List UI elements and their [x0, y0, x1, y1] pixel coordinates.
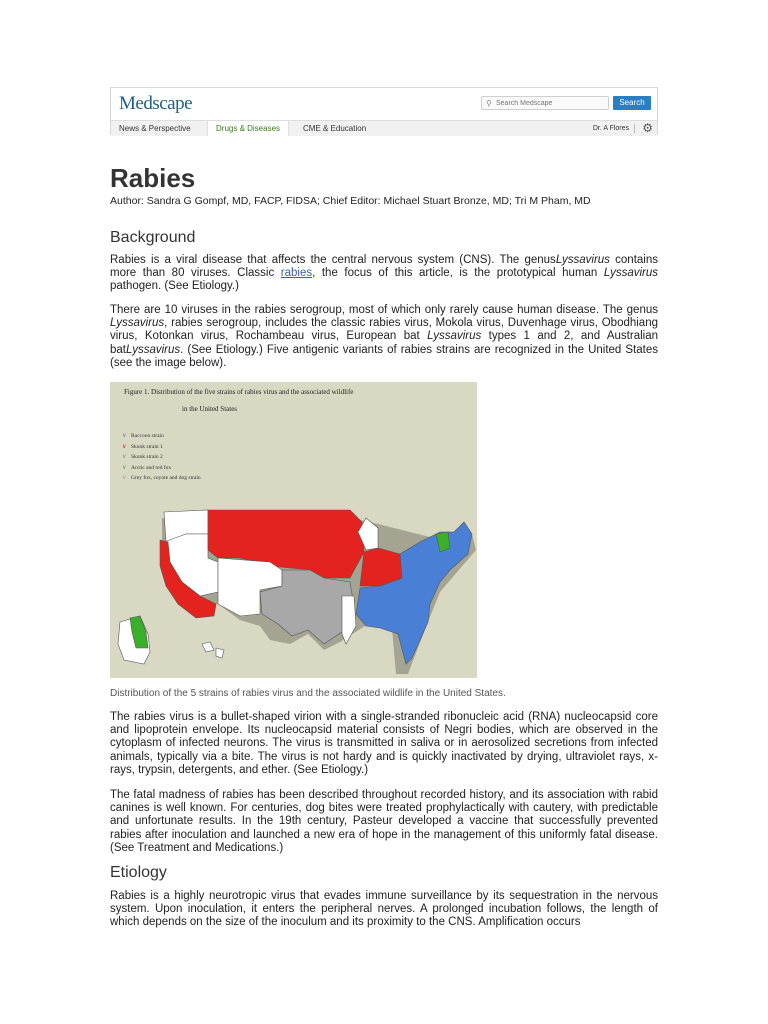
italic-term: Lyssavirus	[555, 254, 610, 266]
region-hawaii	[202, 642, 224, 658]
nav-cme-education[interactable]: CME & Education	[303, 124, 367, 133]
heading-background: Background	[110, 229, 196, 246]
italic-term: Lyssavirus	[427, 330, 482, 343]
text: pathogen. (See Etiology.)	[110, 280, 239, 293]
medscape-logo[interactable]	[119, 93, 192, 115]
logo-scape: scape	[152, 93, 193, 114]
us-map	[110, 382, 477, 678]
author-line: Author: Sandra G Gompf, MD, FACP, FIDSA; Chief Editor: Michael Stuart Bronze, MD; Tri M Pham, MD	[110, 195, 591, 207]
text: There are 10 viruses in the rabies serogroup, most of which only rarely cause human disease. The genus	[110, 304, 658, 316]
figure-caption: Distribution of the 5 strains of rabies virus and the associated wildlife in the United States.	[110, 688, 506, 699]
rabies-link[interactable]: rabies	[280, 267, 313, 280]
paragraph-4: The fatal madness of rabies has been described throughout recorded history, and its association with rabid canines is well known. For centuries, dog bites were treated prophylactically with cautery, with predictable and unfortunate results. In the 19th century, Pasteur developed a vaccine that successfully prevented rabies after inoculation and launched a new era of hope in the management of this uniformly fatal disease. (See Treatment and Medications.)	[110, 789, 658, 854]
marker-icon: ∨	[122, 464, 127, 471]
italic-term: Lyssavirus	[603, 267, 658, 280]
search-box[interactable]	[481, 96, 609, 110]
paragraph-3: The rabies virus is a bullet-shaped virion with a single-stranded ribonucleic acid (RNA) nucleocapsid core and lipoprotein envelope. Its nucleocapsid material consists of Negri bodies, which are observed in the cytoplasm of infected neurons. The virus is transmitted in saliva or in aerosolized secretions from infected animals, typically via a bite. The virus is not hardy and is quickly inactivated by drying, ultraviolet rays, x-rays, trypsin, detergents, and ether. (See Etiology.)	[110, 711, 658, 776]
heading-etiology: Etiology	[110, 864, 167, 881]
search-input[interactable]	[496, 97, 606, 109]
legend-label: Grey fox, coyote and dog strain	[131, 475, 201, 481]
paragraph-5: Rabies is a highly neurotropic virus that evades immune surveillance by its sequestration in the nervous system. Upon inoculation, it enters the peripheral nerves. A prolonged incubation follows, the length of which depends on the size of the inoculum and its proximity to the CNS. Amplification occurs	[110, 890, 658, 929]
text: types 1 and 2, and Australian bat	[110, 330, 658, 356]
nav-drugs-diseases[interactable]: Drugs & Diseases	[207, 121, 289, 136]
text: contains more than 80 viruses. Classic	[110, 254, 658, 280]
page-title: Rabies	[110, 163, 196, 193]
logo-med: Med	[119, 93, 153, 114]
paragraph-2	[110, 304, 658, 370]
italic-term: Lyssavirus	[110, 317, 165, 330]
legend-label: Skunk strain 2	[131, 454, 163, 460]
marker-icon: ∨	[122, 475, 127, 481]
legend-label: Arctic and red fox	[131, 464, 172, 471]
nav-divider	[634, 124, 635, 133]
figure-title: Figure 1. Distribution of the five strains of rabies virus and the associated wildlife	[124, 388, 354, 396]
legend-label: Raccoon strain	[131, 433, 164, 439]
text: Rabies is a viral disease that affects the central nervous system (CNS). The genus	[110, 254, 556, 266]
gear-icon[interactable]: ⚙	[642, 121, 653, 135]
site-header	[110, 87, 658, 135]
nav-news-perspective[interactable]: News & Perspective	[119, 124, 191, 133]
figure-title-line2: in the United States	[182, 405, 238, 413]
italic-term: Lyssavirus	[126, 343, 181, 356]
marker-icon: ∨	[122, 454, 127, 460]
region-white	[342, 596, 356, 644]
main-nav	[111, 120, 657, 136]
search-button[interactable]: Search	[613, 96, 651, 110]
search-icon: ⚲	[486, 99, 492, 108]
user-name[interactable]: Dr. A Flores	[592, 125, 629, 132]
paragraph-1	[110, 254, 658, 294]
legend-label: Skunk strain 1	[131, 443, 163, 450]
text: , the focus of this article, is the prototypical human	[312, 267, 604, 280]
rabies-distribution-figure[interactable]	[110, 382, 477, 678]
marker-icon: ∨	[122, 443, 127, 450]
marker-icon: ∨	[122, 433, 127, 439]
text: . (See Etiology.) Five antigenic variants of rabies strains are recognized in the United States (see the image below).	[110, 343, 658, 369]
text: , rabies serogroup, includes the classic rabies virus, Mokola virus, Duvenhage virus, Obodhiang virus, Kotonkan virus, Rochambeau virus, European bat	[110, 317, 658, 343]
